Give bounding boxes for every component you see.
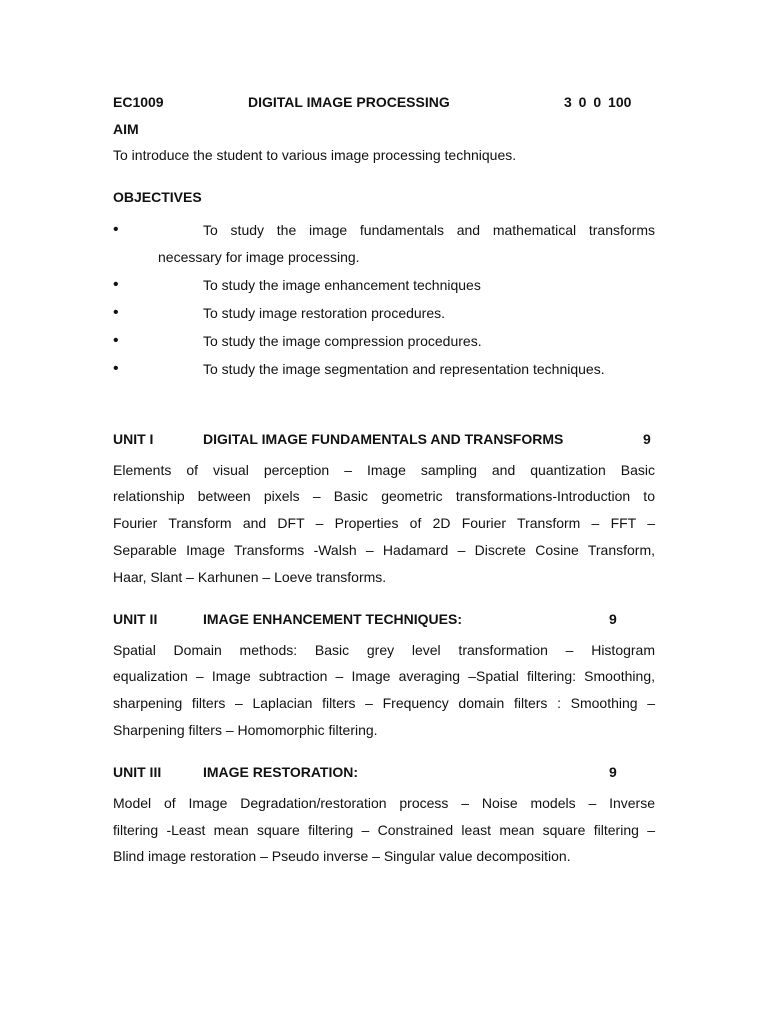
- objective-text: To study the image fundamentals and mathematical transforms: [203, 222, 655, 238]
- unit-label: UNIT II: [113, 611, 158, 627]
- aim-text: To introduce the student to various image processing techniques.: [113, 147, 517, 163]
- objective-text: To study the image compression procedures.: [203, 333, 482, 349]
- objectives-heading: OBJECTIVES: [113, 189, 202, 205]
- unit-hours: 9: [609, 764, 617, 780]
- unit-title: IMAGE ENHANCEMENT TECHNIQUES:: [203, 611, 463, 627]
- unit-description-line: Blind image restoration – Pseudo inverse – Singular value decomposition.: [113, 848, 571, 864]
- unit-description-line: Model of Image Degradation/restoration process – Noise models – Inverse: [113, 795, 655, 811]
- course-title: DIGITAL IMAGE PROCESSING: [248, 94, 450, 110]
- bullet-icon: •: [113, 304, 119, 321]
- unit-description-line: equalization – Image subtraction – Image averaging –Spatial filtering: Smoothing,: [113, 668, 655, 684]
- unit-description-line: sharpening filters – Laplacian filters – Frequency domain filters : Smoothing –: [113, 695, 655, 711]
- unit-title: DIGITAL IMAGE FUNDAMENTALS AND TRANSFORMS: [203, 431, 564, 447]
- unit-description-line: Fourier Transform and DFT – Properties of 2D Fourier Transform – FFT –: [113, 515, 655, 531]
- bullet-icon: •: [113, 276, 119, 293]
- unit-title: IMAGE RESTORATION:: [203, 764, 359, 780]
- course-code: EC1009: [113, 94, 164, 110]
- objective-text: To study the image enhancement techniques: [203, 277, 481, 293]
- unit-label: UNIT III: [113, 764, 162, 780]
- unit-description-line: Elements of visual perception – Image sampling and quantization Basic: [113, 462, 655, 478]
- bullet-icon: •: [113, 221, 119, 238]
- unit-description-line: relationship between pixels – Basic geometric transformations-Introduction to: [113, 488, 655, 504]
- course-credits: 3 0 0 100: [564, 94, 632, 110]
- unit-label: UNIT I: [113, 431, 154, 447]
- objective-text-continued: necessary for image processing.: [158, 249, 360, 265]
- objective-text: To study image restoration procedures.: [203, 305, 446, 321]
- unit-description-line: Spatial Domain methods: Basic grey level transformation – Histogram: [113, 642, 655, 658]
- unit-description-line: filtering -Least mean square filtering – Constrained least mean square filtering –: [113, 822, 655, 838]
- unit-hours: 9: [643, 431, 651, 447]
- bullet-icon: •: [113, 360, 119, 377]
- unit-hours: 9: [609, 611, 617, 627]
- unit-description-line: Separable Image Transforms -Walsh – Hadamard – Discrete Cosine Transform,: [113, 542, 655, 558]
- unit-description-line: Haar, Slant – Karhunen – Loeve transforms.: [113, 569, 387, 585]
- unit-description-line: Sharpening filters – Homomorphic filtering.: [113, 722, 378, 738]
- objective-text: To study the image segmentation and representation techniques.: [203, 361, 605, 377]
- aim-heading: AIM: [113, 121, 139, 137]
- bullet-icon: •: [113, 332, 119, 349]
